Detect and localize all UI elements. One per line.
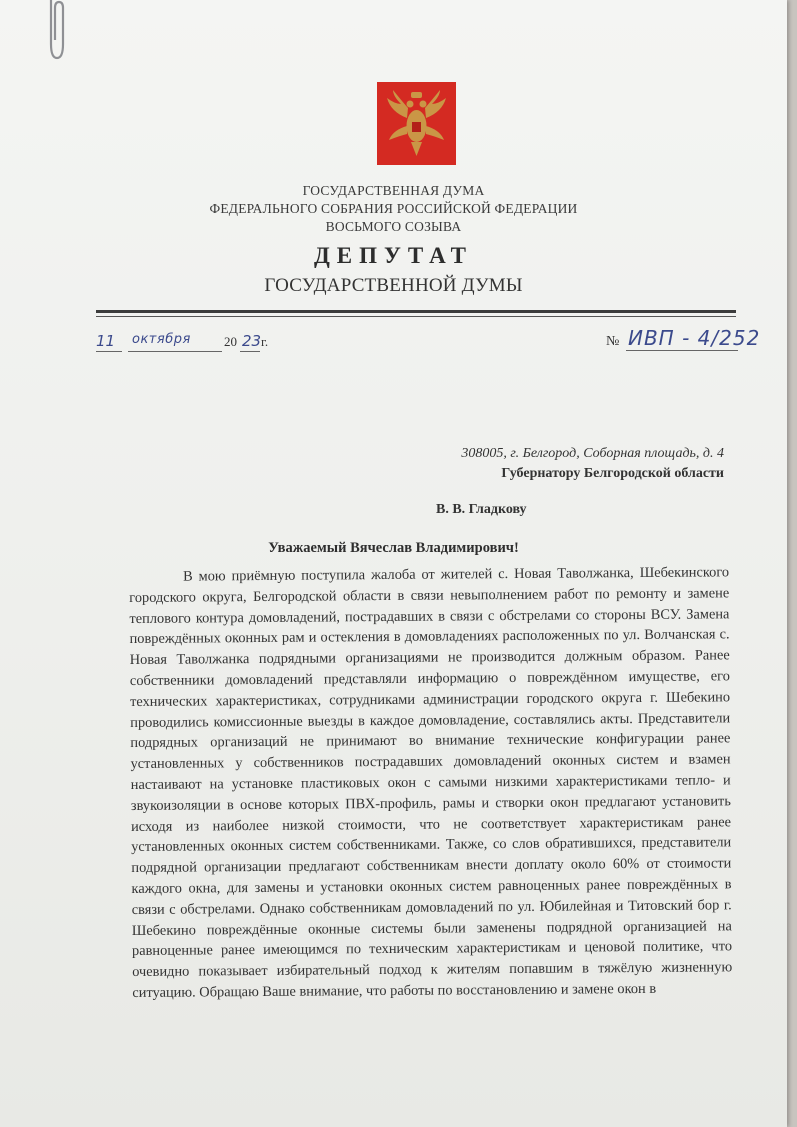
date-year-prefix: 20 [224, 334, 237, 349]
recipient-position: Губернатору Белгородской области [501, 466, 724, 481]
registration-number-underline [626, 350, 738, 351]
header-divider-thin [96, 316, 736, 317]
registration-number-label: № [606, 334, 620, 349]
paper-clip-icon [42, 0, 68, 62]
recipient-address: 308005, г. Белгород, Соборная площадь, д. 4 [461, 446, 724, 461]
date-day: 11 [96, 332, 116, 350]
header-line-duma: ГОСУДАРСТВЕННАЯ ДУМА [302, 183, 485, 198]
recipient-name: В. В. Гладкову [436, 502, 527, 517]
header-subtitle: ГОСУДАРСТВЕННОЙ ДУМЫ [264, 275, 523, 296]
russian-coat-of-arms-icon [377, 82, 456, 165]
header-line-assembly: ФЕДЕРАЛЬНОГО СОБРАНИЯ РОССИЙСКОЙ ФЕДЕРАЦИИ [209, 201, 578, 216]
date-year-underline [240, 351, 260, 352]
date-month-underline [128, 351, 222, 352]
letter-body: В мою приёмную поступила жалоба от жителей с. Новая Таволжанка, Шебекинского городского округа, Белгородской области в связи невыполнением работ по ремонту и замене теплового контура домовладений, пострадавших в связи с обстрелами со стороны ВСУ. Замена повреждённых оконных рам и остекления в домовладениях расположенных по ул. Волчанская с. Новая Таволжанка подрядными организациями не производится должным образом. Ранее собственники домовладений представляли информацию о повреждённом имуществе, его технических характеристиках, сотрудниками администрации городского округа г. Шебекино проводились комиссионные выезды в каждое домовладение, составлялись акты. Представители подрядных организаций не принимают во внимание технические конфигурации ранее установленных у собственников пострадавших домовладений оконных систем и взамен настаивают на установке пластиковых окон с самыми низкими характеристиками тепло- и звукоизоляции в основе которых ПВХ-профиль, рамы и створки окон предлагают установить исходя из наиболее низкой стоимости, что не соответствует характеристикам ранее установленных оконных систем собственниками. Также, со слов обратившихся, представители подрядной организации предлагают собственникам внести доплату около 60% от стоимости каждого окна, для замены и установки оконных систем равноценных ранее повреждённых в связи с обстрелами. Однако собственникам домовладений по ул. Юбилейная и Титовский бор г. Шебекино повреждённые оконные системы были заменены подрядной организацией на равноценные ранее имеющимся по техническим характеристикам и ценовой политике, что очевидно показывает избирательный подход к жителям попавшим в тяжёлую жизненную ситуацию. Обращаю Ваше внимание, что работы по восстановлению и замене окон в [129, 564, 733, 1001]
header-line-convocation: ВОСЬМОГО СОЗЫВА [325, 219, 462, 234]
date-day-underline [96, 351, 122, 352]
date-year-suffix: 23 [242, 332, 262, 350]
header-divider-thick [96, 310, 736, 313]
salutation: Уважаемый Вячеслав Владимирович! [268, 540, 519, 556]
date-month: октября [132, 332, 191, 347]
date-year-unit: г. [261, 334, 269, 349]
registration-number: ИВП - 4/252 [628, 326, 761, 350]
header-title: ДЕПУТАТ [313, 243, 474, 268]
